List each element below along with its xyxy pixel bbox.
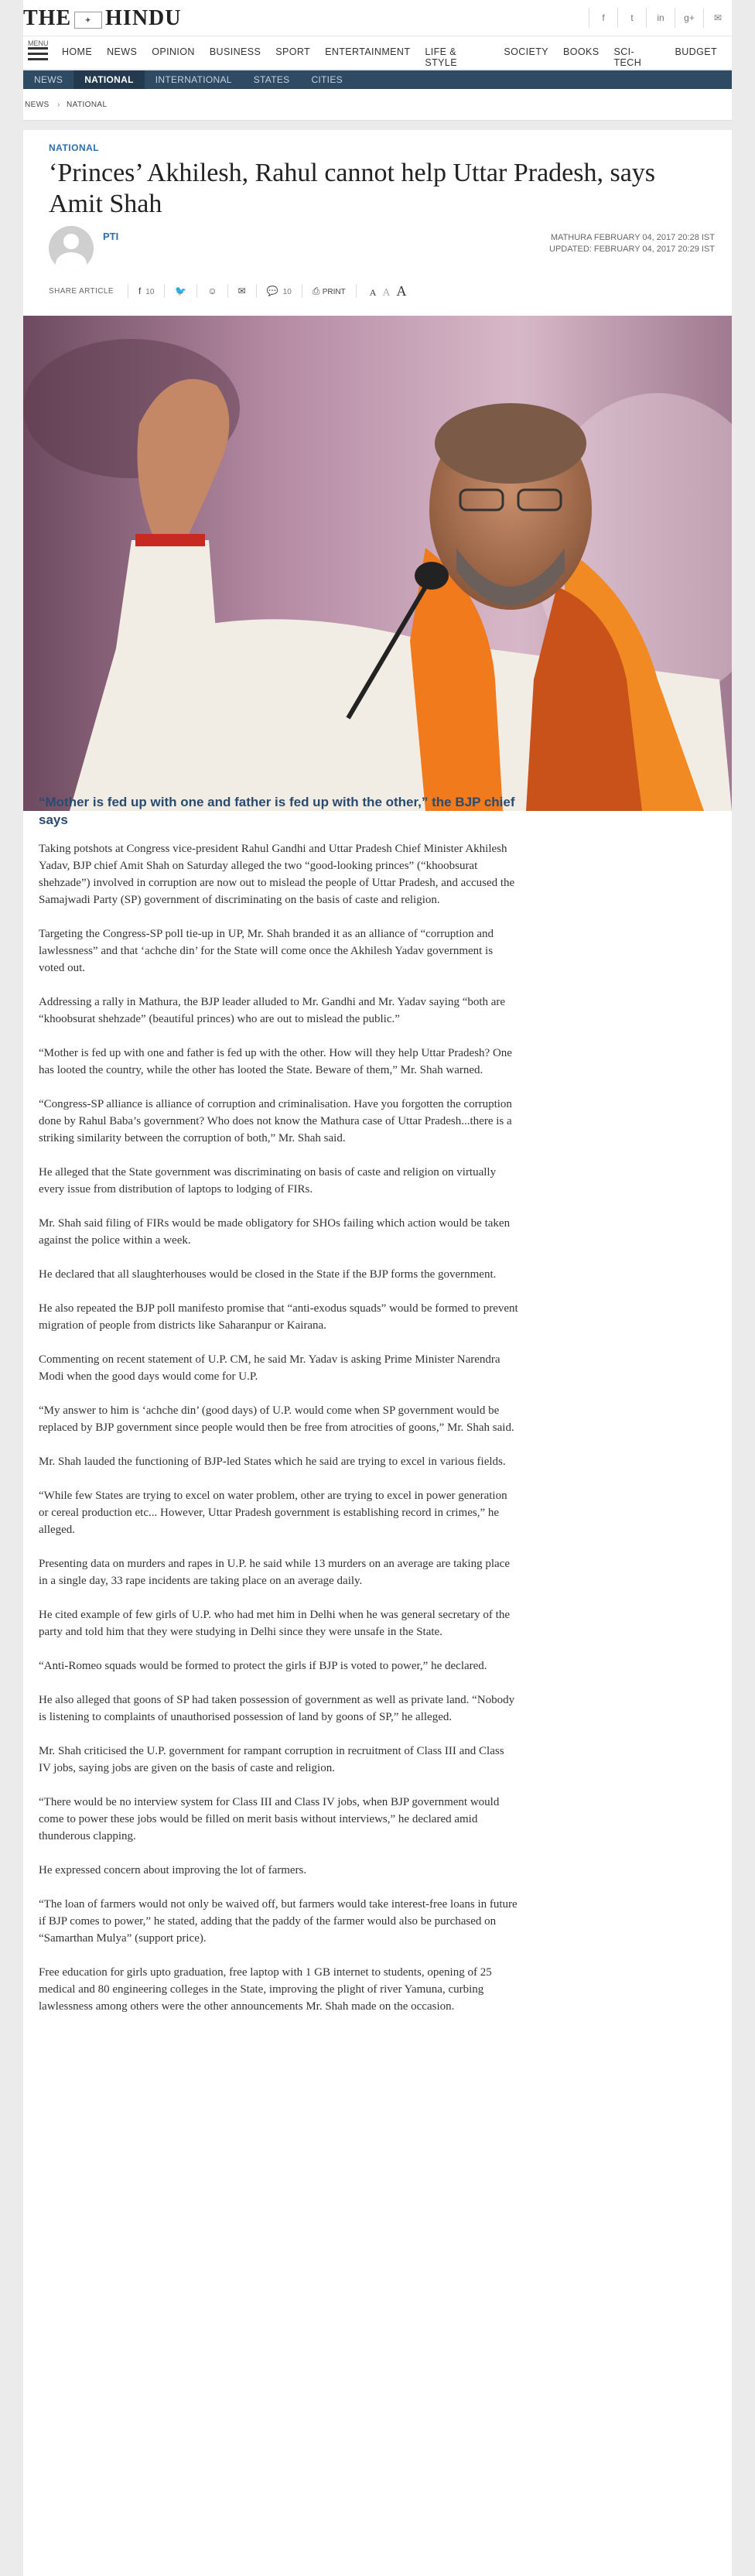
paragraph: “While few States are trying to excel on water problem, other are trying to excel in power generation or cereal production etc... However, Uttar Pradesh government is establishing record in crimes,” he alleged. [39,1490,507,1536]
paragraph: He also alleged that goons of SP had taken possession of government as well as private land. “Nobody is listening to complaints of unauthorised possession of land by goons of SP,” he alleged. [39,1694,515,1723]
comments-button[interactable] [256,284,302,298]
print-label: PRINT [322,288,346,296]
nav-budget[interactable]: BUDGET [675,46,717,57]
author-avatar [49,226,94,271]
paragraph: He declared that all slaughterhouses would be closed in the State if the BJP forms the government. [39,1268,497,1281]
reddit-icon: ☺ [207,286,217,296]
sub-nav [23,70,732,89]
share-email-button[interactable] [227,284,256,298]
twitter-icon: 🐦 [175,286,187,296]
facebook-icon: f [138,286,142,296]
published-date: MATHURA FEBRUARY 04, 2017 20:28 IST [550,233,715,242]
nav-life-style[interactable]: LIFE & STYLE [425,46,457,68]
logo-seal-icon: ✦ [74,12,102,29]
article [23,130,732,2576]
print-button[interactable] [302,284,356,298]
paragraph: Mr. Shah lauded the functioning of BJP-led States which he said are trying to excel in various fields. [39,1456,506,1468]
twitter-icon[interactable]: t [617,8,646,28]
breadcrumb-national[interactable]: NATIONAL [67,101,108,109]
breadcrumb-separator: › [57,101,60,109]
share-bar [49,280,714,302]
paragraph: He expressed concern about improving the lot of farmers. [39,1864,307,1876]
comments-count: 10 [282,288,292,296]
menu-button[interactable] [28,40,51,63]
hero-image [23,316,732,811]
nav-sci-tech[interactable]: SCI-TECH [613,46,642,68]
site-logo[interactable] [23,6,181,31]
email-icon: ✉ [237,286,246,296]
paragraph: He also repeated the BJP poll manifesto promise that “anti-exodus squads” would be formed to prevent migration of people from districts like Saharanpur or Kairana. [39,1302,518,1332]
linkedin-icon[interactable]: in [646,8,675,28]
paragraph: “Anti-Romeo squads would be formed to protect the girls if BJP is voted to power,” he declared. [39,1660,487,1672]
comment-icon: 💬 [266,286,278,296]
paragraph: Mr. Shah criticised the U.P. government for rampant corruption in recruitment of Class III and Class IV jobs, saying jobs are given on the basis of caste and religion. [39,1745,504,1774]
nav-business[interactable]: BUSINESS [209,46,261,57]
paragraph: Free education for girls upto graduation, free laptop with 1 GB internet to students, opening of 25 medical and 80 engineering colleges in the State, improving the plight of river Yamuna, curbing lawlessness among others were the other announcements Mr. Shah made on the occasion. [39,1966,492,2013]
article-body [39,840,518,2032]
subnav-news[interactable]: NEWS [34,74,63,85]
subnav-states[interactable]: STATES [253,74,290,85]
share-twitter-button[interactable] [164,284,196,298]
facebook-icon[interactable]: f [589,8,617,28]
paragraph: “Congress-SP alliance is alliance of corruption and criminalisation. Have you forgotten the corruption done by Rahul Baba’s government? Who does not know the Mathura case of Uttar Pradesh...there is a striking similarity between the corruption of both,” Mr. Shah said. [39,1098,512,1144]
subnav-international[interactable]: INTERNATIONAL [155,74,232,85]
main-nav [23,36,732,69]
google-plus-icon[interactable]: g+ [675,8,703,28]
paragraph: “The loan of farmers would not only be waived off, but farmers would take interest-free loans in future if BJP comes to power,” he stated, adding that the paddy of the farmer would also be purchased on “Samarthan Mulya” (support price). [39,1898,518,1945]
paragraph: He alleged that the State government was discriminating on basis of caste and religion on virtually every issue from distribution of laptops to lodging of FIRs. [39,1166,497,1196]
paragraph: Mr. Shah said filing of FIRs would be made obligatory for SHOs failing which action would be taken against the police within a week. [39,1217,511,1247]
article-headline: ‘Princes’ Akhilesh, Rahul cannot help Uttar Pradesh, says Amit Shah [49,159,656,218]
subnav-national[interactable]: NATIONAL [73,70,145,89]
logo-text-left: THE [23,6,72,30]
paragraph: Addressing a rally in Mathura, the BJP leader alluded to Mr. Gandhi and Mr. Yadav saying “both are “khoobsurat shehzade” (beautiful princes) who are out to mislead the public.” [39,996,506,1025]
breadcrumb [23,89,732,121]
logo-text-right: HINDU [105,6,182,30]
nav-home[interactable]: HOME [62,46,93,57]
font-size-large-button[interactable]: A [396,283,407,299]
paragraph: “My answer to him is ‘achche din’ (good days) of U.P. would come when SP government would be replaced by BJP government since people would then be free from atrocities of goons,” Mr. Shah said. [39,1404,514,1434]
font-size-small-button[interactable]: A [369,287,377,298]
nav-entertainment[interactable]: ENTERTAINMENT [325,46,411,57]
paragraph: Commenting on recent statement of U.P. CM, he said Mr. Yadav is asking Prime Minister Narendra Modi when the good days would come for U.P. [39,1353,500,1383]
nav-opinion[interactable]: OPINION [152,46,195,57]
hamburger-icon [28,47,48,50]
font-size-medium-button[interactable]: A [382,287,391,299]
masthead [23,0,732,36]
paragraph: He cited example of few girls of U.P. who had met him in Delhi when he was general secretary of the party and told him that they were studying in Delhi since they were unsafe in the State. [39,1609,510,1638]
hero-photo [23,316,732,811]
facebook-count: 10 [145,288,155,296]
nav-books[interactable]: BOOKS [563,46,600,57]
print-icon: ⎙ [312,286,320,296]
paragraph: Presenting data on murders and rapes in U.P. he said while 13 murders on an average are taking place in a single day, 33 rape incidents are taking place on an average daily. [39,1558,510,1587]
updated-date: UPDATED: FEBRUARY 04, 2017 20:29 IST [549,245,715,254]
font-size-controls [356,284,420,298]
nav-sport[interactable]: SPORT [275,46,311,57]
section-label[interactable]: NATIONAL [49,142,100,153]
paragraph: “Mother is fed up with one and father is fed up with the other. How will they help Uttar Pradesh? One has looted the country, while the other has looted the State. Beware of them,” Mr. Shah warned. [39,1047,512,1076]
nav-news[interactable]: NEWS [107,46,138,57]
subnav-cities[interactable]: CITIES [311,74,343,85]
author-name[interactable]: PTI [103,231,119,242]
paragraph: Taking potshots at Congress vice-president Rahul Gandhi and Uttar Pradesh Chief Minister Akhilesh Yadav, BJP chief Amit Shah on Saturday alleged the two “good-looking princes” (“khoobsurat shehzade”) involved in corruption are now out to mislead the people of Uttar Pradesh, and accused the Samajwadi Party (SP) government of discriminating on the basis of caste and religion. [39,843,515,906]
article-subhead: “Mother is fed up with one and father is fed up with the other,” the BJP chief says [39,795,515,827]
share-facebook-button[interactable] [128,284,164,298]
paragraph: “There would be no interview system for Class III and Class IV jobs, when BJP government would come to power these jobs would be filled on merit basis without interviews,” he declared amid thunderous clapping. [39,1796,500,1842]
dateline [549,232,715,255]
nav-society[interactable]: SOCIETY [504,46,549,57]
paragraph: Targeting the Congress-SP poll tie-up in UP, Mr. Shah branded it as an alliance of “corruption and lawlessness” and that ‘achche din’ for the State will come once the Akhilesh Yadav government is voted out. [39,928,494,974]
mail-icon[interactable]: ✉ [703,8,732,28]
share-label: SHARE ARTICLE [49,286,114,296]
social-links [589,8,732,28]
share-reddit-button[interactable] [196,284,227,298]
menu-label: MENU [28,39,49,47]
nav-items [62,46,732,68]
breadcrumb-news[interactable]: NEWS [25,101,50,109]
